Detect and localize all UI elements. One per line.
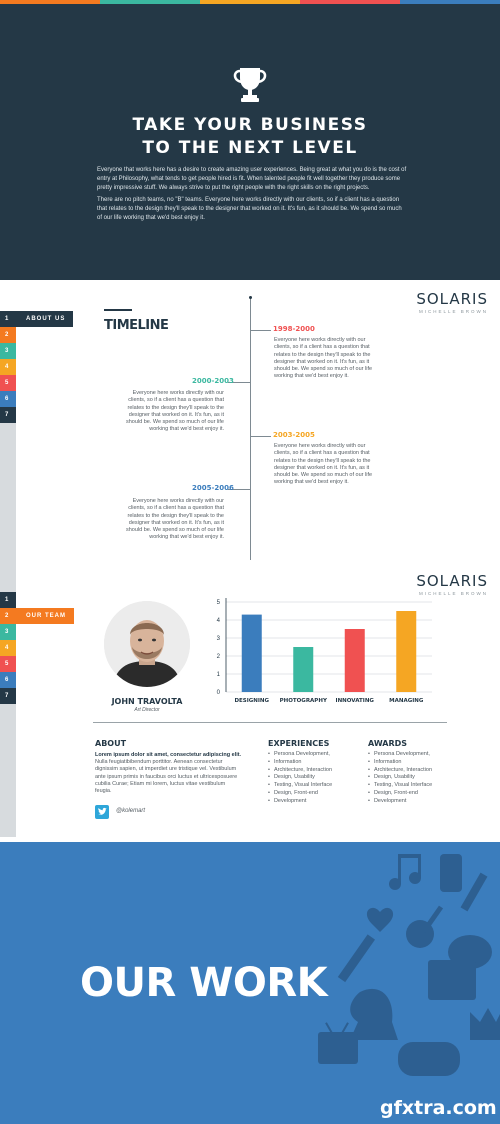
list-item: • Design, Front-end <box>368 790 432 798</box>
timeline-text-4: Everyone here works directly with our clients, so if a client has a question that relates to the design they'll speak to the designer that worked on it. It's fun, as it should be. We spend so much of our life working that we'd best enjoy it. <box>125 498 224 541</box>
twitter-icon[interactable] <box>95 805 109 819</box>
member-name: JOHN TRAVOLTA <box>111 697 183 706</box>
timeline-tick <box>251 330 271 331</box>
timeline-tick <box>251 436 271 437</box>
timeline-text-2: Everyone here works directly with our clients, so if a client has a question that relates to the design they'll speak to the designer that worked on it. It's fun, as it should be. We spend so much of our life working that we'd best enjoy it. <box>125 390 224 433</box>
timeline-year-1: 1998-2000 <box>273 325 315 333</box>
hero-title: TAKE YOUR BUSINESS TO THE NEXT LEVEL <box>132 115 368 158</box>
bar-designing <box>242 615 262 692</box>
our-work-title: OUR WORK <box>80 960 328 1006</box>
watermark: gfxtra.com <box>380 1097 497 1119</box>
side-nav-timeline <box>0 311 66 423</box>
our-work-section <box>0 842 500 1124</box>
mobile-icon <box>440 854 462 892</box>
list-item: • Persona Development, <box>368 751 432 759</box>
crown-icon <box>470 1008 500 1040</box>
y-tick-label: 3 <box>216 636 220 642</box>
nav-item-4[interactable]: 4 <box>0 640 16 656</box>
brush-icon <box>461 873 488 912</box>
x-tick-label: PHOTOGRAPHY <box>279 698 327 704</box>
nav-item-4[interactable]: 4 <box>0 359 16 375</box>
y-tick-label: 5 <box>216 600 220 606</box>
x-tick-label: DESIGNING <box>234 698 270 704</box>
list-item: • Design, Front-end <box>268 790 332 798</box>
x-tick-label: INNOVATING <box>335 698 374 704</box>
nav-item-7[interactable]: 7 <box>0 688 16 704</box>
list-item: • Information <box>368 759 432 767</box>
image-icon <box>428 960 476 1000</box>
timeline-text-1: Everyone here works directly with our clients, so if a client has a question that relates to the design they'll speak to the designer that worked on it. It's fun, as it should be. We spend so much of our life working that we'd best enjoy it. <box>274 337 373 380</box>
trophy-icon <box>232 66 268 104</box>
nav-item-7[interactable]: 7 <box>0 407 16 423</box>
x-tick-label: MANAGING <box>389 698 424 704</box>
chess-knight-icon <box>350 989 398 1040</box>
nav-item-5[interactable]: 5 <box>0 375 16 391</box>
portrait-image <box>104 601 190 687</box>
list-item: • Development <box>268 798 332 806</box>
pencil-icon <box>338 934 375 982</box>
y-tick-label: 0 <box>216 690 220 696</box>
nav-item-6[interactable]: 6 <box>0 391 16 407</box>
nav-item-2[interactable]: 2 <box>0 327 16 343</box>
side-nav-team <box>0 592 66 704</box>
y-tick-label: 2 <box>216 654 220 660</box>
timeline-year-4: 2005-2006 <box>192 484 234 492</box>
timeline-axis <box>250 298 251 560</box>
timeline-text-3: Everyone here works directly with our clients, so if a client has a question that relates to the design they'll speak to the designer that worked on it. It's fun, as it should be. We spend so much of our life working that we'd best enjoy it. <box>274 443 373 486</box>
tab-our-team[interactable]: OUR TEAM <box>16 608 74 624</box>
member-role: Art Director <box>134 707 160 713</box>
nav-item-3[interactable]: 3 <box>0 624 16 640</box>
list-item: • Development <box>368 798 432 806</box>
y-tick-label: 1 <box>216 672 220 678</box>
hero-section <box>0 4 500 280</box>
experiences-heading: EXPERIENCES <box>268 739 330 748</box>
heart-icon <box>367 908 393 932</box>
nav-item-1[interactable]: 1 ABOUT US <box>0 311 16 327</box>
awards-list <box>368 751 432 806</box>
list-item: • Architecture, Interaction <box>368 767 432 775</box>
list-item: • Information <box>268 759 332 767</box>
list-item: • Testing, Visual Interface <box>368 782 432 790</box>
solaris-logo: SOLARIS MICHELLE BROWN <box>416 572 488 596</box>
nav-item-1[interactable]: 1 <box>0 592 16 608</box>
guitar-icon <box>406 906 443 948</box>
tv-icon <box>318 1022 358 1064</box>
list-item: • Architecture, Interaction <box>268 767 332 775</box>
avatar <box>104 601 190 687</box>
list-item: • Persona Development, <box>268 751 332 759</box>
tab-about-us[interactable]: ABOUT US <box>16 311 73 327</box>
bar-photography <box>293 647 313 692</box>
nav-item-5[interactable]: 5 <box>0 656 16 672</box>
skills-bar-chart <box>210 596 442 708</box>
section-divider <box>93 722 447 723</box>
about-text: Lorem ipsum dolor sit amet, consectetur adipiscing elit. Nulla feugiatibibendum porttitor. Aenean consectetur dignissim sapien, ut imperdiet ure tristique vel. Vestibulum ante ipsum primis in faucibus orci luctus et ultricesposuere cubilia Curae; Etiam mi lorem, luctus vitae vestibulum feugia. <box>95 752 242 795</box>
list-item: • Design, Usability <box>268 774 332 782</box>
bar-managing <box>396 611 416 692</box>
list-item: • Design, Usability <box>368 774 432 782</box>
y-tick-label: 4 <box>216 618 220 624</box>
solaris-logo: SOLARIS MICHELLE BROWN <box>416 290 488 314</box>
nav-item-2[interactable]: 2 OUR TEAM <box>0 608 16 624</box>
timeline-dot-top <box>249 296 252 299</box>
hero-paragraph-1: Everyone that works here has a desire to create amazing user experiences. Being great at what you do is the cost of entry at Philosophy, what tends to get people hired is fit. When talented people fit well together they produce some pretty impressive stuff. We always strive to put the right people with the right skills on the right projects. <box>97 167 407 191</box>
gamepad-icon <box>398 1042 460 1076</box>
bar-innovating <box>345 629 365 692</box>
timeline-heading: TIMELINE <box>104 318 169 333</box>
timeline-year-2: 2000-2003 <box>192 377 234 385</box>
experiences-list <box>268 751 332 806</box>
nav-item-3[interactable]: 3 <box>0 343 16 359</box>
about-heading: ABOUT <box>95 739 127 748</box>
timeline-year-3: 2003-2005 <box>273 431 315 439</box>
hero-paragraph-2: There are no pitch teams, no "B" teams. Everyone here works directly with our clients, so if a client has a question that relates to the design they'll speak to the designer that worked on it. It's fun, as it should be. We spend so much of our life working that we'd best enjoy it. <box>97 197 402 221</box>
heading-accent-bar <box>104 309 132 311</box>
list-item: • Testing, Visual Interface <box>268 782 332 790</box>
music-note-icon <box>389 854 421 890</box>
twitter-handle[interactable]: @kolemart <box>116 808 146 814</box>
awards-heading: AWARDS <box>368 739 408 748</box>
nav-item-6[interactable]: 6 <box>0 672 16 688</box>
